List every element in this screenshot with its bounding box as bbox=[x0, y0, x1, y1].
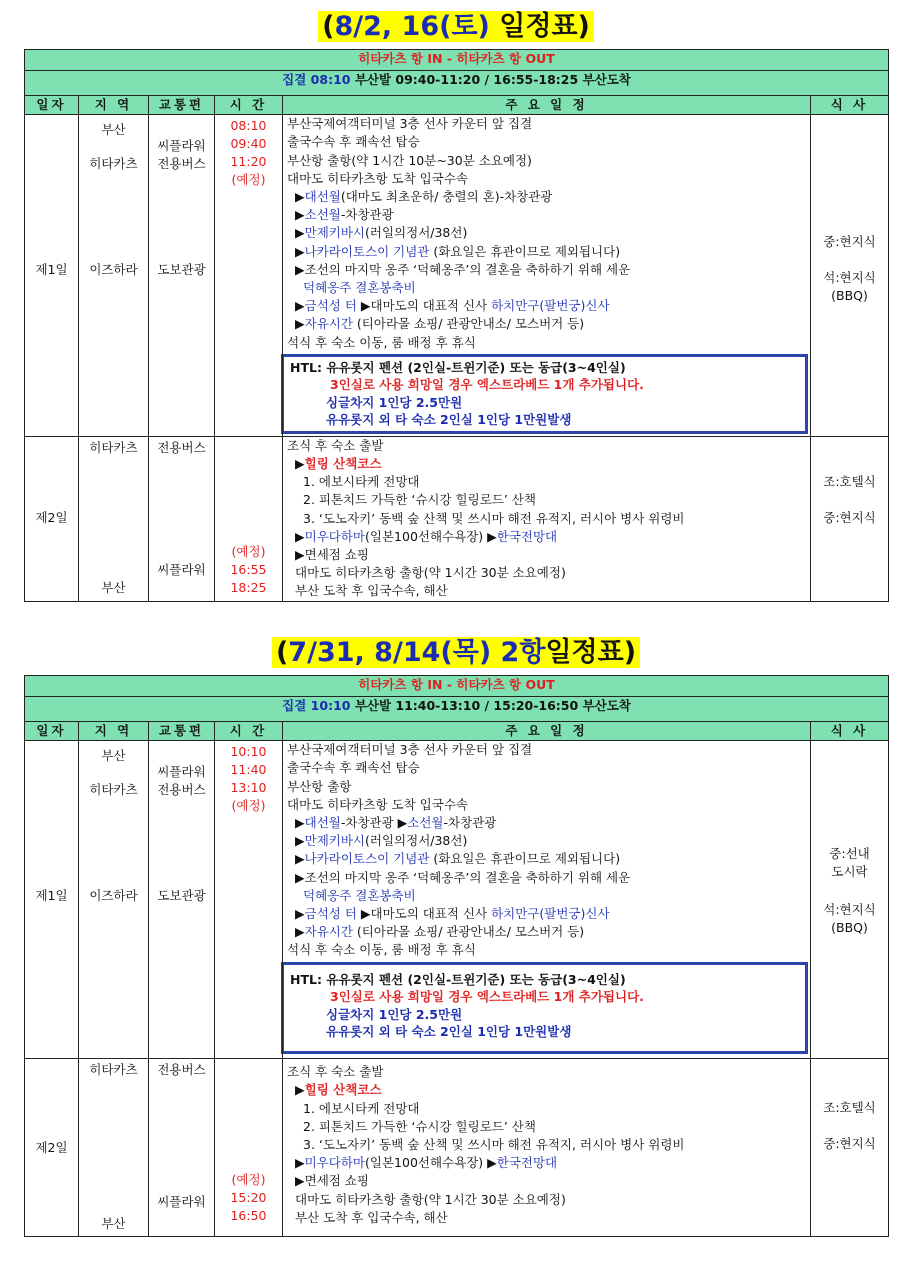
meal-cell bbox=[811, 115, 889, 437]
time-cell bbox=[215, 1059, 283, 1237]
schedule-line: 부산국제여객터미널 3층 선사 카운터 앞 집결 bbox=[287, 116, 533, 132]
schedule-line: ▶면세점 쇼핑 bbox=[295, 1173, 369, 1189]
schedule-line: 대마도 히타카츠항 도착 입국수속 bbox=[287, 796, 468, 812]
schedule-line: 3. ‘도노자키’ 동백 숲 산책 및 쓰시마 해전 유적지, 러시아 병사 위령비 bbox=[303, 1137, 685, 1153]
schedule-line: 조식 후 숙소 출발 bbox=[287, 437, 384, 453]
time-label: 09:40 bbox=[230, 136, 267, 152]
transport-cell bbox=[149, 115, 215, 437]
region-label: 히타카츠 bbox=[89, 439, 138, 455]
table-header bbox=[25, 96, 889, 115]
schedule-line: ▶미우다하마(일본100선해수욕장) ▶한국전망대 bbox=[295, 1155, 558, 1171]
region-cell bbox=[79, 741, 149, 1059]
schedule-line: 부산항 출항 bbox=[287, 778, 352, 794]
day-cell bbox=[25, 436, 79, 601]
meal-label: 석:현지식 bbox=[823, 902, 876, 918]
meal-label: 중:현지식 bbox=[823, 509, 876, 525]
schedule-line: 1. 에보시타케 전망대 bbox=[303, 474, 420, 490]
region-cell bbox=[79, 436, 149, 601]
schedule-line: 부산 도착 후 입국수속, 해산 bbox=[295, 583, 448, 599]
meal-label: (BBQ) bbox=[831, 288, 868, 304]
schedule-line: ▶만제키바시(러일의정서/38선) bbox=[295, 225, 468, 241]
transport-label: 씨플라워 bbox=[157, 138, 206, 154]
schedule-line: ▶조선의 마지막 옹주 ‘덕혜옹주’의 결혼을 축하하기 위해 세운 bbox=[295, 261, 631, 277]
header-meal: 식 사 bbox=[811, 722, 889, 741]
table-row-day2 bbox=[25, 1059, 889, 1237]
schedule-line: 덕혜옹주 결혼봉축비 bbox=[303, 280, 416, 296]
day-label: 제2일 bbox=[35, 509, 68, 525]
hotel-line: 3인실로 사용 희망일 경우 엑스트라베드 1개 추가됩니다. bbox=[330, 989, 644, 1005]
hotel-line: 유유롯지 외 타 숙소 2인실 1인당 1만원발생 bbox=[326, 412, 572, 428]
schedule-table-1 bbox=[24, 49, 888, 602]
time-label: (예정) bbox=[231, 543, 266, 559]
schedule-cell bbox=[283, 436, 811, 601]
day-cell bbox=[25, 741, 79, 1059]
transport-label: 도보관광 bbox=[157, 888, 206, 904]
schedule-cell bbox=[283, 115, 811, 437]
schedule-line: 대마도 히타카츠항 도착 입국수속 bbox=[287, 170, 468, 186]
time-label: 18:25 bbox=[230, 579, 267, 595]
transport-cell bbox=[149, 1059, 215, 1237]
schedule-line: ▶조선의 마지막 옹주 ‘덕혜옹주’의 결혼을 축하하기 위해 세운 bbox=[295, 869, 631, 885]
meal-cell bbox=[811, 741, 889, 1059]
region-cell bbox=[79, 1059, 149, 1237]
transport-label: 씨플라워 bbox=[157, 561, 206, 577]
meal-cell bbox=[811, 1059, 889, 1237]
region-cell bbox=[79, 115, 149, 437]
time-label: 16:50 bbox=[230, 1208, 267, 1224]
hotel-line: 유유롯지 외 타 숙소 2인실 1인당 1만원발생 bbox=[326, 1024, 572, 1040]
hotel-line: 싱글차지 1인당 2.5만원 bbox=[326, 394, 463, 410]
table-header bbox=[25, 722, 889, 741]
schedule-line: 부산국제여객터미널 3층 선사 카운터 앞 집결 bbox=[287, 742, 533, 758]
time-label: 16:55 bbox=[230, 561, 267, 577]
region-label: 부산 bbox=[101, 1216, 126, 1232]
schedule-line: ▶나카라이토스이 기념관 (화요일은 휴관이므로 제외됩니다) bbox=[295, 243, 621, 259]
region-label: 히타카츠 bbox=[89, 156, 138, 172]
schedule-line: 덕혜옹주 결혼봉축비 bbox=[303, 887, 416, 903]
schedule-cell bbox=[283, 741, 811, 1059]
day-label: 제1일 bbox=[35, 888, 68, 904]
header-meal: 식 사 bbox=[811, 96, 889, 115]
schedule-line: 조식 후 숙소 출발 bbox=[287, 1064, 384, 1080]
schedule-line: 석식 후 숙소 이동, 룸 배정 후 휴식 bbox=[287, 942, 476, 958]
transport-cell bbox=[149, 436, 215, 601]
time-label: 13:10 bbox=[230, 780, 267, 796]
schedule-line: 부산 도착 후 입국수속, 해산 bbox=[295, 1209, 448, 1225]
schedule-line: ▶금석성 터 ▶대마도의 대표적 신사 하치만구(팔번궁)신사 bbox=[295, 298, 610, 314]
region-label: 부산 bbox=[101, 579, 126, 595]
time-label: 08:10 bbox=[230, 118, 267, 134]
meal-label: 조:호텔식 bbox=[823, 1100, 876, 1116]
transport-label: 전용버스 bbox=[157, 1062, 206, 1078]
time-cell bbox=[215, 741, 283, 1059]
transport-label: 전용버스 bbox=[157, 156, 206, 172]
header-schedule: 주 요 일 정 bbox=[283, 722, 811, 741]
transport-label: 씨플라워 bbox=[157, 764, 206, 780]
time-label: (예정) bbox=[231, 798, 266, 814]
header-time: 시 간 bbox=[215, 722, 283, 741]
transport-cell bbox=[149, 741, 215, 1059]
time-cell bbox=[215, 436, 283, 601]
schedule-line: ▶나카라이토스이 기념관 (화요일은 휴관이므로 제외됩니다) bbox=[295, 851, 621, 867]
meal-label: 조:호텔식 bbox=[823, 473, 876, 489]
time-label: 11:20 bbox=[230, 154, 267, 170]
schedule-table-2 bbox=[24, 675, 888, 1237]
header-region: 지 역 bbox=[79, 722, 149, 741]
transport-label: 도보관광 bbox=[157, 262, 206, 278]
day-label: 제1일 bbox=[35, 262, 68, 278]
schedule-line: 출국수속 후 쾌속선 탑승 bbox=[287, 134, 420, 150]
header-day: 일자 bbox=[25, 722, 79, 741]
schedule-line: 2. 피톤치드 가득한 ‘슈시강 힐링로드’ 산책 bbox=[303, 1118, 536, 1134]
time-label: 11:40 bbox=[230, 762, 267, 778]
schedule-line: 3. ‘도노자키’ 동백 숲 산책 및 쓰시마 해전 유적지, 러시아 병사 위령비 bbox=[303, 510, 685, 526]
time-cell bbox=[215, 115, 283, 437]
schedule-line: 대마도 히타카츠항 출항(약 1시간 30분 소요예정) bbox=[295, 1191, 566, 1207]
hotel-line: HTL: 유유롯지 펜션 (2인실-트윈기준) 또는 동급(3~4인실) bbox=[290, 359, 626, 375]
schedule-line: ▶자유시간 (티아라몰 쇼핑/ 관광안내소/ 모스버거 등) bbox=[295, 924, 585, 940]
header-time: 시 간 bbox=[215, 96, 283, 115]
time-label: 10:10 bbox=[230, 744, 267, 760]
departure-banner: 집결 10:10 부산발 11:40-13:10 / 15:20-16:50 부산도착 bbox=[25, 697, 889, 722]
meal-label: 중:현지식 bbox=[823, 1136, 876, 1152]
day-cell bbox=[25, 115, 79, 437]
table-row-day2 bbox=[25, 436, 889, 601]
header-day: 일자 bbox=[25, 96, 79, 115]
transport-label: 전용버스 bbox=[157, 782, 206, 798]
transport-label: 씨플라워 bbox=[157, 1194, 206, 1210]
region-label: 부산 bbox=[101, 122, 126, 138]
schedule-line: ▶미우다하마(일본100선해수욕장) ▶한국전망대 bbox=[295, 528, 558, 544]
time-label: (예정) bbox=[231, 1172, 266, 1188]
port-banner: 히타카츠 항 IN - 히타카츠 항 OUT bbox=[25, 676, 889, 697]
hotel-line: HTL: 유유롯지 펜션 (2인실-트윈기준) 또는 동급(3~4인실) bbox=[290, 971, 626, 987]
time-label: (예정) bbox=[231, 172, 266, 188]
departure-banner: 집결 08:10 부산발 09:40-11:20 / 16:55-18:25 부산도착 bbox=[25, 71, 889, 96]
schedule-title: (8/2, 16(토) 일정표) bbox=[24, 10, 888, 44]
header-transport: 교통편 bbox=[149, 722, 215, 741]
schedule-title: (7/31, 8/14(목) 2항일정표) bbox=[24, 636, 888, 670]
schedule-line: ▶힐링 산책코스 bbox=[295, 1082, 382, 1098]
time-label: 15:20 bbox=[230, 1190, 267, 1206]
schedule-line: ▶소선월-차창관광 bbox=[295, 207, 394, 223]
port-banner: 히타카츠 항 IN - 히타카츠 항 OUT bbox=[25, 50, 889, 71]
region-label: 이즈하라 bbox=[89, 262, 138, 278]
schedule-line: ▶대선월-차창관광 ▶소선월-차창관광 bbox=[295, 815, 497, 831]
hotel-line: 싱글차지 1인당 2.5만원 bbox=[326, 1006, 463, 1022]
header-transport: 교통편 bbox=[149, 96, 215, 115]
header-region: 지 역 bbox=[79, 96, 149, 115]
meal-label: 석:현지식 bbox=[823, 270, 876, 286]
schedule-line: 출국수속 후 쾌속선 탑승 bbox=[287, 760, 420, 776]
schedule-line: ▶만제키바시(러일의정서/38선) bbox=[295, 833, 468, 849]
schedule-line: ▶자유시간 (티아라몰 쇼핑/ 관광안내소/ 모스버거 등) bbox=[295, 316, 585, 332]
hotel-box bbox=[281, 354, 808, 434]
meal-cell bbox=[811, 436, 889, 601]
schedule-line: 부산항 출항(약 1시간 10분~30분 소요예정) bbox=[287, 152, 532, 168]
schedule-line: ▶힐링 산책코스 bbox=[295, 456, 382, 472]
region-label: 이즈하라 bbox=[89, 888, 138, 904]
hotel-line: 3인실로 사용 희망일 경우 엑스트라베드 1개 추가됩니다. bbox=[330, 377, 644, 393]
header-schedule: 주 요 일 정 bbox=[283, 96, 811, 115]
region-label: 히타카츠 bbox=[89, 782, 138, 798]
schedule-line: ▶면세점 쇼핑 bbox=[295, 547, 369, 563]
table-row-day1 bbox=[25, 741, 889, 1059]
schedule-line: 1. 에보시타케 전망대 bbox=[303, 1100, 420, 1116]
meal-label: 도시락 bbox=[831, 864, 868, 880]
region-label: 히타카츠 bbox=[89, 1062, 138, 1078]
schedule-cell bbox=[283, 1059, 811, 1237]
meal-label: 중:선내 bbox=[829, 846, 870, 862]
day-label: 제2일 bbox=[35, 1140, 68, 1156]
schedule-line: 2. 피톤치드 가득한 ‘슈시강 힐링로드’ 산책 bbox=[303, 492, 536, 508]
schedule-line: 대마도 히타카츠항 출항(약 1시간 30분 소요예정) bbox=[295, 565, 566, 581]
day-cell bbox=[25, 1059, 79, 1237]
hotel-box bbox=[281, 962, 808, 1054]
region-label: 부산 bbox=[101, 748, 126, 764]
table-row-day1 bbox=[25, 115, 889, 437]
transport-label: 전용버스 bbox=[157, 439, 206, 455]
schedule-line: 석식 후 숙소 이동, 룸 배정 후 휴식 bbox=[287, 334, 476, 350]
schedule-line: ▶금석성 터 ▶대마도의 대표적 신사 하치만구(팔번궁)신사 bbox=[295, 906, 610, 922]
schedule-line: ▶대선월(대마도 최초운하/ 충렬의 혼)-차창관광 bbox=[295, 189, 553, 205]
meal-label: 중:현지식 bbox=[823, 234, 876, 250]
meal-label: (BBQ) bbox=[831, 920, 868, 936]
